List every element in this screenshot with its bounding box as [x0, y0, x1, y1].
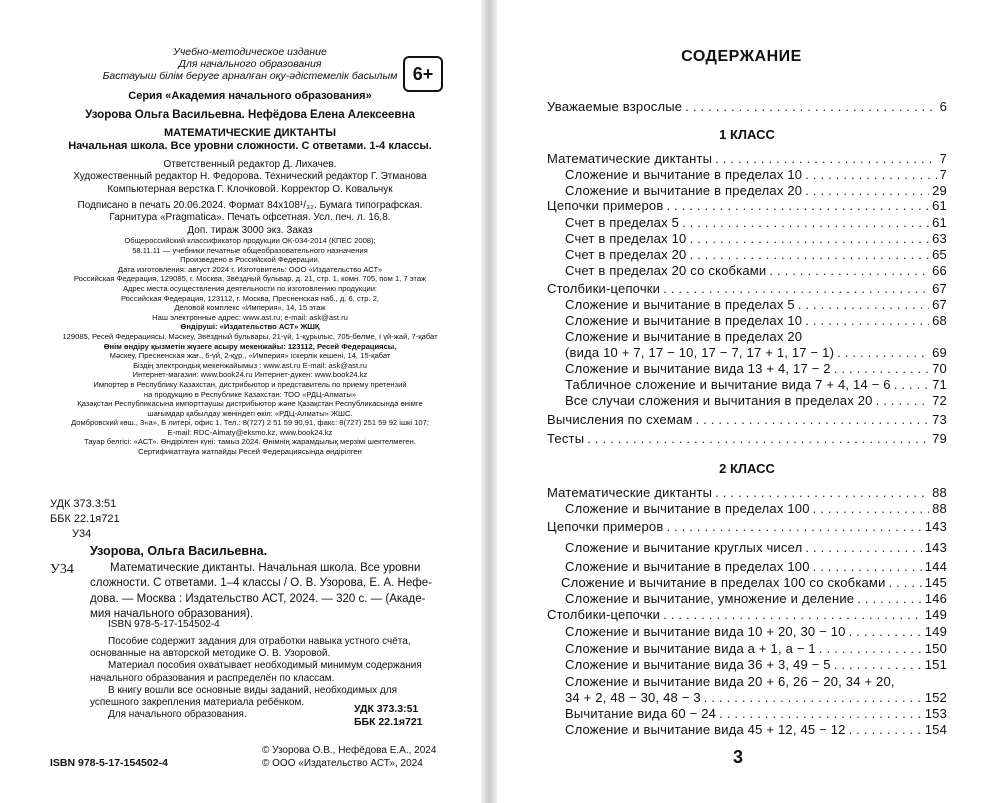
toc-title: Сложение и вычитание в пределах 20 [565, 183, 803, 198]
toc-entry[interactable] [547, 607, 947, 622]
fine-line: Қазақстан Республикасына импорттаушы дистрибьютор және Қазақстан Республикасында өнімге [77, 399, 423, 409]
toc-title: Сложение и вычитание в пределах 100 [565, 501, 810, 516]
fine-line: Өнім өндіру қызметін жүзеге асыру мекенжайы: 123112, Ресей Федерациясы, [103, 341, 397, 351]
print-line: Гарнитура «Pragmatica». Печать офсетная. Усл. печ. л. 16,8. [109, 212, 391, 224]
copyright-line: © ООО «Издательство АСТ», 2024 [262, 758, 423, 769]
leader-dots [666, 198, 929, 213]
toc-entry[interactable] [547, 674, 947, 689]
leader-dots [805, 540, 921, 555]
leader-dots [834, 657, 922, 672]
fine-line: Адрес места осуществления деятельности по изготовлению продукции: [122, 283, 378, 293]
toc-title: Математические диктанты [547, 151, 713, 166]
toc-title: Вычисления по схемам [547, 412, 693, 427]
catalog-line: мия начального образования). [90, 608, 254, 621]
leader-dots [849, 722, 922, 737]
toc-entry[interactable] [547, 281, 947, 296]
header-line: Для начального образования [178, 58, 322, 70]
toc-page: 63 [932, 231, 947, 246]
toc-page: 7 [939, 167, 947, 182]
fine-line: E-mail: RDC-Almaty@eksmo.kz, www.book24.kz [167, 427, 333, 437]
editor-line: Компьютерная верстка Г. Клочковой. Корректор О. Ковальчук [107, 183, 393, 195]
fine-line: Сертификаттауға жатпайды Ресей Федерациясында өндірілген [138, 447, 362, 457]
leader-dots [663, 607, 922, 622]
toc-page: 88 [932, 485, 947, 500]
leader-dots [666, 519, 921, 534]
toc-title: Сложение и вычитание в пределах 20 [565, 329, 803, 344]
annotation-line: начального образования и распределён по классам. [90, 672, 335, 684]
toc-page: 152 [924, 690, 947, 705]
annotation-line: основанные на авторской методике О. В. Узоровой. [90, 648, 331, 660]
toc-entry[interactable] [547, 485, 947, 500]
leader-dots [849, 624, 922, 639]
section-heading: 1 КЛАСС [719, 127, 775, 142]
leader-dots [704, 690, 922, 705]
toc-entry[interactable] [547, 151, 947, 166]
toc-title: Сложение и вычитание вида 45 + 12, 45 − 12 [565, 722, 846, 737]
toc-page: 7 [939, 151, 947, 166]
toc-entry[interactable] [547, 519, 947, 534]
fine-line: на продукцию в Республике Казахстан: ТОО «РДЦ-Алматы» [143, 389, 357, 399]
toc-page: 67 [932, 297, 947, 312]
fine-line: Біздің электрондық мекенжайымыз : www.ast.ru E-mail: ask@ast.ru [133, 360, 367, 370]
leader-dots [837, 345, 929, 360]
toc-title: Вычитание вида 60 − 24 [565, 706, 717, 721]
series: Серия «Академия начального образования» [128, 90, 372, 102]
editors [60, 159, 440, 196]
leader-dots [813, 559, 922, 574]
catalog-line: сложности. С ответами. 1–4 классы / О. В. Узорова, Е. А. Нефе- [90, 577, 432, 590]
leader-dots [689, 247, 929, 262]
leader-dots [682, 215, 929, 230]
udk: УДК 373.3:51 [50, 498, 117, 510]
fine-line: Импортер в Республику Казахстан, дистрибьютор и представитель по приему претензий [93, 379, 407, 389]
authors: Узорова Ольга Васильевна. Нефёдова Елена Алексеевна [85, 109, 415, 121]
toc-page: 144 [924, 559, 947, 574]
toc-entry[interactable] [547, 657, 947, 672]
toc-page: 73 [932, 412, 947, 427]
annotation-line: Для начального образования. [108, 709, 247, 721]
toc-title: Сложение и вычитание вида 20 + 6, 26 − 20, 34 + 20, [565, 674, 895, 689]
leader-dots [715, 151, 936, 166]
toc-page: 70 [932, 361, 947, 376]
toc-title: Сложение и вычитание вида 10 + 20, 30 − 10 [565, 624, 846, 639]
toc-entry[interactable] [547, 231, 947, 246]
leader-dots [719, 706, 922, 721]
toc-title: Сложение и вычитание круглых чисел [565, 540, 803, 555]
leader-dots [857, 591, 921, 606]
fine-line: шағымдар қабылдау жөніндегі өкіл: «РДЦ-Алматы» ЖШС. [147, 408, 353, 418]
toc-entry[interactable] [547, 377, 947, 392]
toc-entry[interactable] [547, 624, 947, 639]
fine-line: 58.11.11 — учебники печатные общеобразовательного назначения [132, 245, 368, 255]
catalog-author: Узорова, Ольга Васильевна. [90, 544, 268, 558]
leader-dots [805, 313, 929, 328]
toc-entry[interactable] [547, 313, 947, 328]
fine-line: Произведено в Российской Федерации. [180, 255, 320, 265]
copyright-line: © Узорова О.В., Нефёдова Е.А., 2024 [262, 745, 437, 756]
catalog-text [90, 561, 460, 623]
contents-page [497, 0, 986, 803]
toc-entry[interactable] [547, 247, 947, 262]
toc-page: 153 [924, 706, 947, 721]
catalog-line: Математические диктанты. Начальная школа. Все уровни [110, 562, 421, 574]
section-heading: 2 КЛАСС [719, 461, 775, 476]
toc-title: Счет в пределах 20 [565, 247, 687, 262]
fine-line: Наш электронные адрес: www.ast.ru; e-mail: ask@ast.ru [152, 312, 348, 322]
toc-title: Сложение и вычитание в пределах 100 [565, 559, 810, 574]
toc-page: 61 [932, 215, 947, 230]
fine-line: Интернет-магазин: www.book24.ru Интернет-дүкен: www.book24.kz [132, 370, 368, 380]
toc-page: 151 [924, 657, 947, 672]
imprint-page [0, 0, 481, 803]
book-spine [481, 0, 497, 803]
author-code: У34 [72, 528, 92, 540]
isbn: ISBN 978-5-17-154502-4 [50, 757, 168, 769]
toc-title: Сложение и вычитание вида 13 + 4, 17 − 2 [565, 361, 831, 376]
toc-page: 69 [932, 345, 947, 360]
fine-line: Өндіруші: «Издательство АСТ» ЖШҚ [180, 322, 320, 332]
book-title: МАТЕМАТИЧЕСКИЕ ДИКТАНТЫ [164, 127, 336, 139]
print-info [60, 200, 440, 237]
toc-page: 149 [924, 607, 947, 622]
toc-page: 79 [932, 431, 947, 446]
fine-line: Деловой комплекс «Империя», 14, 15 этаж [174, 303, 326, 313]
toc-entry[interactable] [547, 263, 947, 278]
toc-title: Счет в пределах 10 [565, 231, 687, 246]
toc-title: Уважаемые взрослые [547, 99, 683, 114]
leader-dots [685, 99, 936, 114]
leader-dots [663, 281, 929, 296]
toc-entry[interactable] [547, 501, 947, 516]
toc-entry[interactable] [547, 215, 947, 230]
leader-dots [894, 377, 929, 392]
age-rating-badge: 6+ [403, 56, 443, 92]
toc-page: 143 [924, 519, 947, 534]
toc-entry[interactable] [547, 297, 947, 312]
toc-page: 6 [939, 99, 947, 114]
toc-page: 61 [932, 198, 947, 213]
toc-title: Табличное сложение и вычитание вида 7 + 4, 14 − 6 [565, 377, 891, 392]
leader-dots [798, 297, 929, 312]
toc-entry[interactable] [547, 431, 947, 446]
print-line: Доп. тираж 3000 экз. Заказ [187, 224, 313, 236]
toc-page: 88 [932, 501, 947, 516]
toc-entry[interactable] [547, 559, 947, 574]
annotation-line: Пособие содержит задания для отработки навыка устного счёта, [108, 636, 411, 647]
fine-line: Российская Федерация, 123112, г. Москва, Пресненская наб., д. 6, стр. 2, [120, 293, 380, 303]
bbk: ББК 22.1я721 [50, 513, 120, 525]
toc-entry[interactable] [547, 361, 947, 376]
toc-entry[interactable] [547, 722, 947, 737]
fine-print [60, 236, 440, 457]
editor-line: Ответственный редактор Д. Лихачев. [163, 159, 337, 170]
toc-page: 150 [924, 641, 947, 656]
leader-dots [819, 641, 922, 656]
toc-entry[interactable] [547, 706, 947, 721]
header-line: Учебно-методическое издание [173, 46, 327, 58]
annotation-line: успешного закрепления материала ребёнком. [90, 697, 305, 709]
print-line: Подписано в печать 20.06.2024. Формат 84х108¹/₃₂. Бумага типографская. [77, 200, 423, 211]
fine-line: Тауар белгісі: «АСТ». Өндірілген күні: тамыз 2024. Өнімнің жарамдылық мерзімі шектелмеген. [84, 437, 416, 447]
page-number: 3 [733, 747, 744, 767]
classification-bottom [354, 703, 423, 729]
toc-page: 66 [932, 263, 947, 278]
toc-title: Сложение и вычитание в пределах 5 [565, 297, 795, 312]
catalog-line: дова. — Москва : Издательство АСТ, 2024. — 320 с. — (Акаде- [90, 592, 426, 605]
udk-bottom: УДК 373.3:51 [354, 703, 419, 715]
annotation-line: Материал пособия охватывает необходимый минимум содержания [108, 660, 422, 672]
toc-page: 146 [924, 591, 947, 606]
fine-line: Мәскеу, Пресненская жағ., 6-үй, 2-құр., «Империя» іскерлік кешені, 14, 15-қабат [109, 351, 391, 361]
bbk-bottom: ББК 22.1я721 [354, 716, 423, 728]
leader-dots [813, 501, 930, 516]
toc-title: Тесты [547, 431, 585, 446]
leader-dots [587, 431, 929, 446]
toc-page: 67 [932, 281, 947, 296]
leader-dots [696, 412, 930, 427]
toc-title: Сложение и вычитание в пределах 100 со скобками [561, 575, 886, 590]
fine-line: Российская Федерация, 129085, г. Москва, Звёздный бульвар, д. 21, стр. 1, комн. 705, пом 1, 7 этаж [73, 274, 427, 284]
toc-page: 143 [924, 540, 947, 555]
catalog-code: У34 [50, 562, 74, 577]
toc-entry[interactable] [547, 540, 947, 555]
leader-dots [876, 393, 930, 408]
toc-entry[interactable] [547, 690, 947, 705]
leader-dots [715, 485, 929, 500]
toc-title: Все случаи сложения и вычитания в пределах 20 [565, 393, 873, 408]
toc-entry[interactable] [547, 412, 947, 427]
toc-title: Сложение и вычитание в пределах 10 [565, 167, 803, 182]
toc-title: Сложение и вычитание вида 36 + 3, 49 − 5 [565, 657, 831, 672]
toc-page: 65 [932, 247, 947, 262]
catalog-isbn: ISBN 978-5-17-154502-4 [108, 619, 220, 630]
copyright [262, 744, 436, 770]
toc-title: 34 + 2, 48 − 30, 48 − 3 [565, 690, 701, 705]
book-subtitle: Начальная школа. Все уровни сложности. С ответами. 1-4 классы. [68, 140, 432, 152]
toc-title: Цепочки примеров [547, 198, 664, 213]
toc-title: Счет в пределах 20 со скобками [565, 263, 767, 278]
toc-title: Математические диктанты [547, 485, 713, 500]
toc-entry[interactable] [547, 329, 947, 344]
header-line: Бастауыш білім беруге арналған оқу-әдістемелік басылым [102, 70, 398, 82]
toc-page: 154 [924, 722, 947, 737]
contents-title: СОДЕРЖАНИЕ [681, 48, 802, 65]
toc-page: 72 [932, 393, 947, 408]
toc-page: 145 [924, 575, 947, 590]
toc-title: Счет в пределах 5 [565, 215, 680, 230]
toc-page: 149 [924, 624, 947, 639]
leader-dots [889, 575, 922, 590]
leader-dots [805, 183, 929, 198]
toc-entry[interactable] [547, 167, 947, 182]
classification [50, 497, 120, 542]
toc-entry[interactable] [547, 591, 947, 606]
toc-entry[interactable] [547, 198, 947, 213]
toc-title: Столбики-цепочки [547, 281, 661, 296]
toc-title: Столбики-цепочки [547, 607, 661, 622]
toc-entry[interactable] [547, 345, 947, 360]
editor-line: Художественный редактор Н. Федорова. Технический редактор Г. Этманова [73, 171, 427, 183]
toc-page: 71 [932, 377, 947, 392]
toc-title: Цепочки примеров [547, 519, 664, 534]
leader-dots [769, 263, 929, 278]
leader-dots [834, 361, 929, 376]
toc-entry[interactable] [547, 641, 947, 656]
toc-title: Сложение и вычитание в пределах 10 [565, 313, 803, 328]
toc-page: 29 [932, 183, 947, 198]
fine-line: Домбровский көш., 3«а», Б литері, офис 1. Тел.: 8(727) 2 51 59 90,91, факс: 8(727) 251 59 92 ішкі 107; [71, 418, 429, 428]
edition-header [60, 46, 440, 82]
fine-line: Дата изготовления: август 2024 г. Изготовитель: ООО «Издательство АСТ» [117, 264, 383, 274]
toc-title: (вида 10 + 7, 17 − 10, 17 − 7, 17 + 1, 17 − 1) [565, 345, 835, 360]
fine-line: Общероссийский классификатор продукции ОК-034-2014 (КПЕС 2008); [124, 236, 376, 245]
toc-entry[interactable] [547, 575, 947, 590]
leader-dots [689, 231, 929, 246]
toc-page: 68 [932, 313, 947, 328]
leader-dots [805, 167, 936, 182]
toc-entry[interactable] [547, 393, 947, 408]
toc-title: Сложение и вычитание вида а + 1, а − 1 [565, 641, 816, 656]
toc-entry[interactable] [547, 183, 947, 198]
annotation-line: В книгу вошли все основные виды заданий, необходимых для [108, 684, 397, 696]
toc-title: Сложение и вычитание, умножение и деление [565, 591, 855, 606]
toc-entry[interactable] [547, 99, 947, 114]
fine-line: 129085, Ресей Федерациясы, Мәскеу, Звёздный бульвары, 21-үй, 1-құрылыс, 705-бөлме, I үй-жай, 7-қабат [62, 331, 438, 341]
